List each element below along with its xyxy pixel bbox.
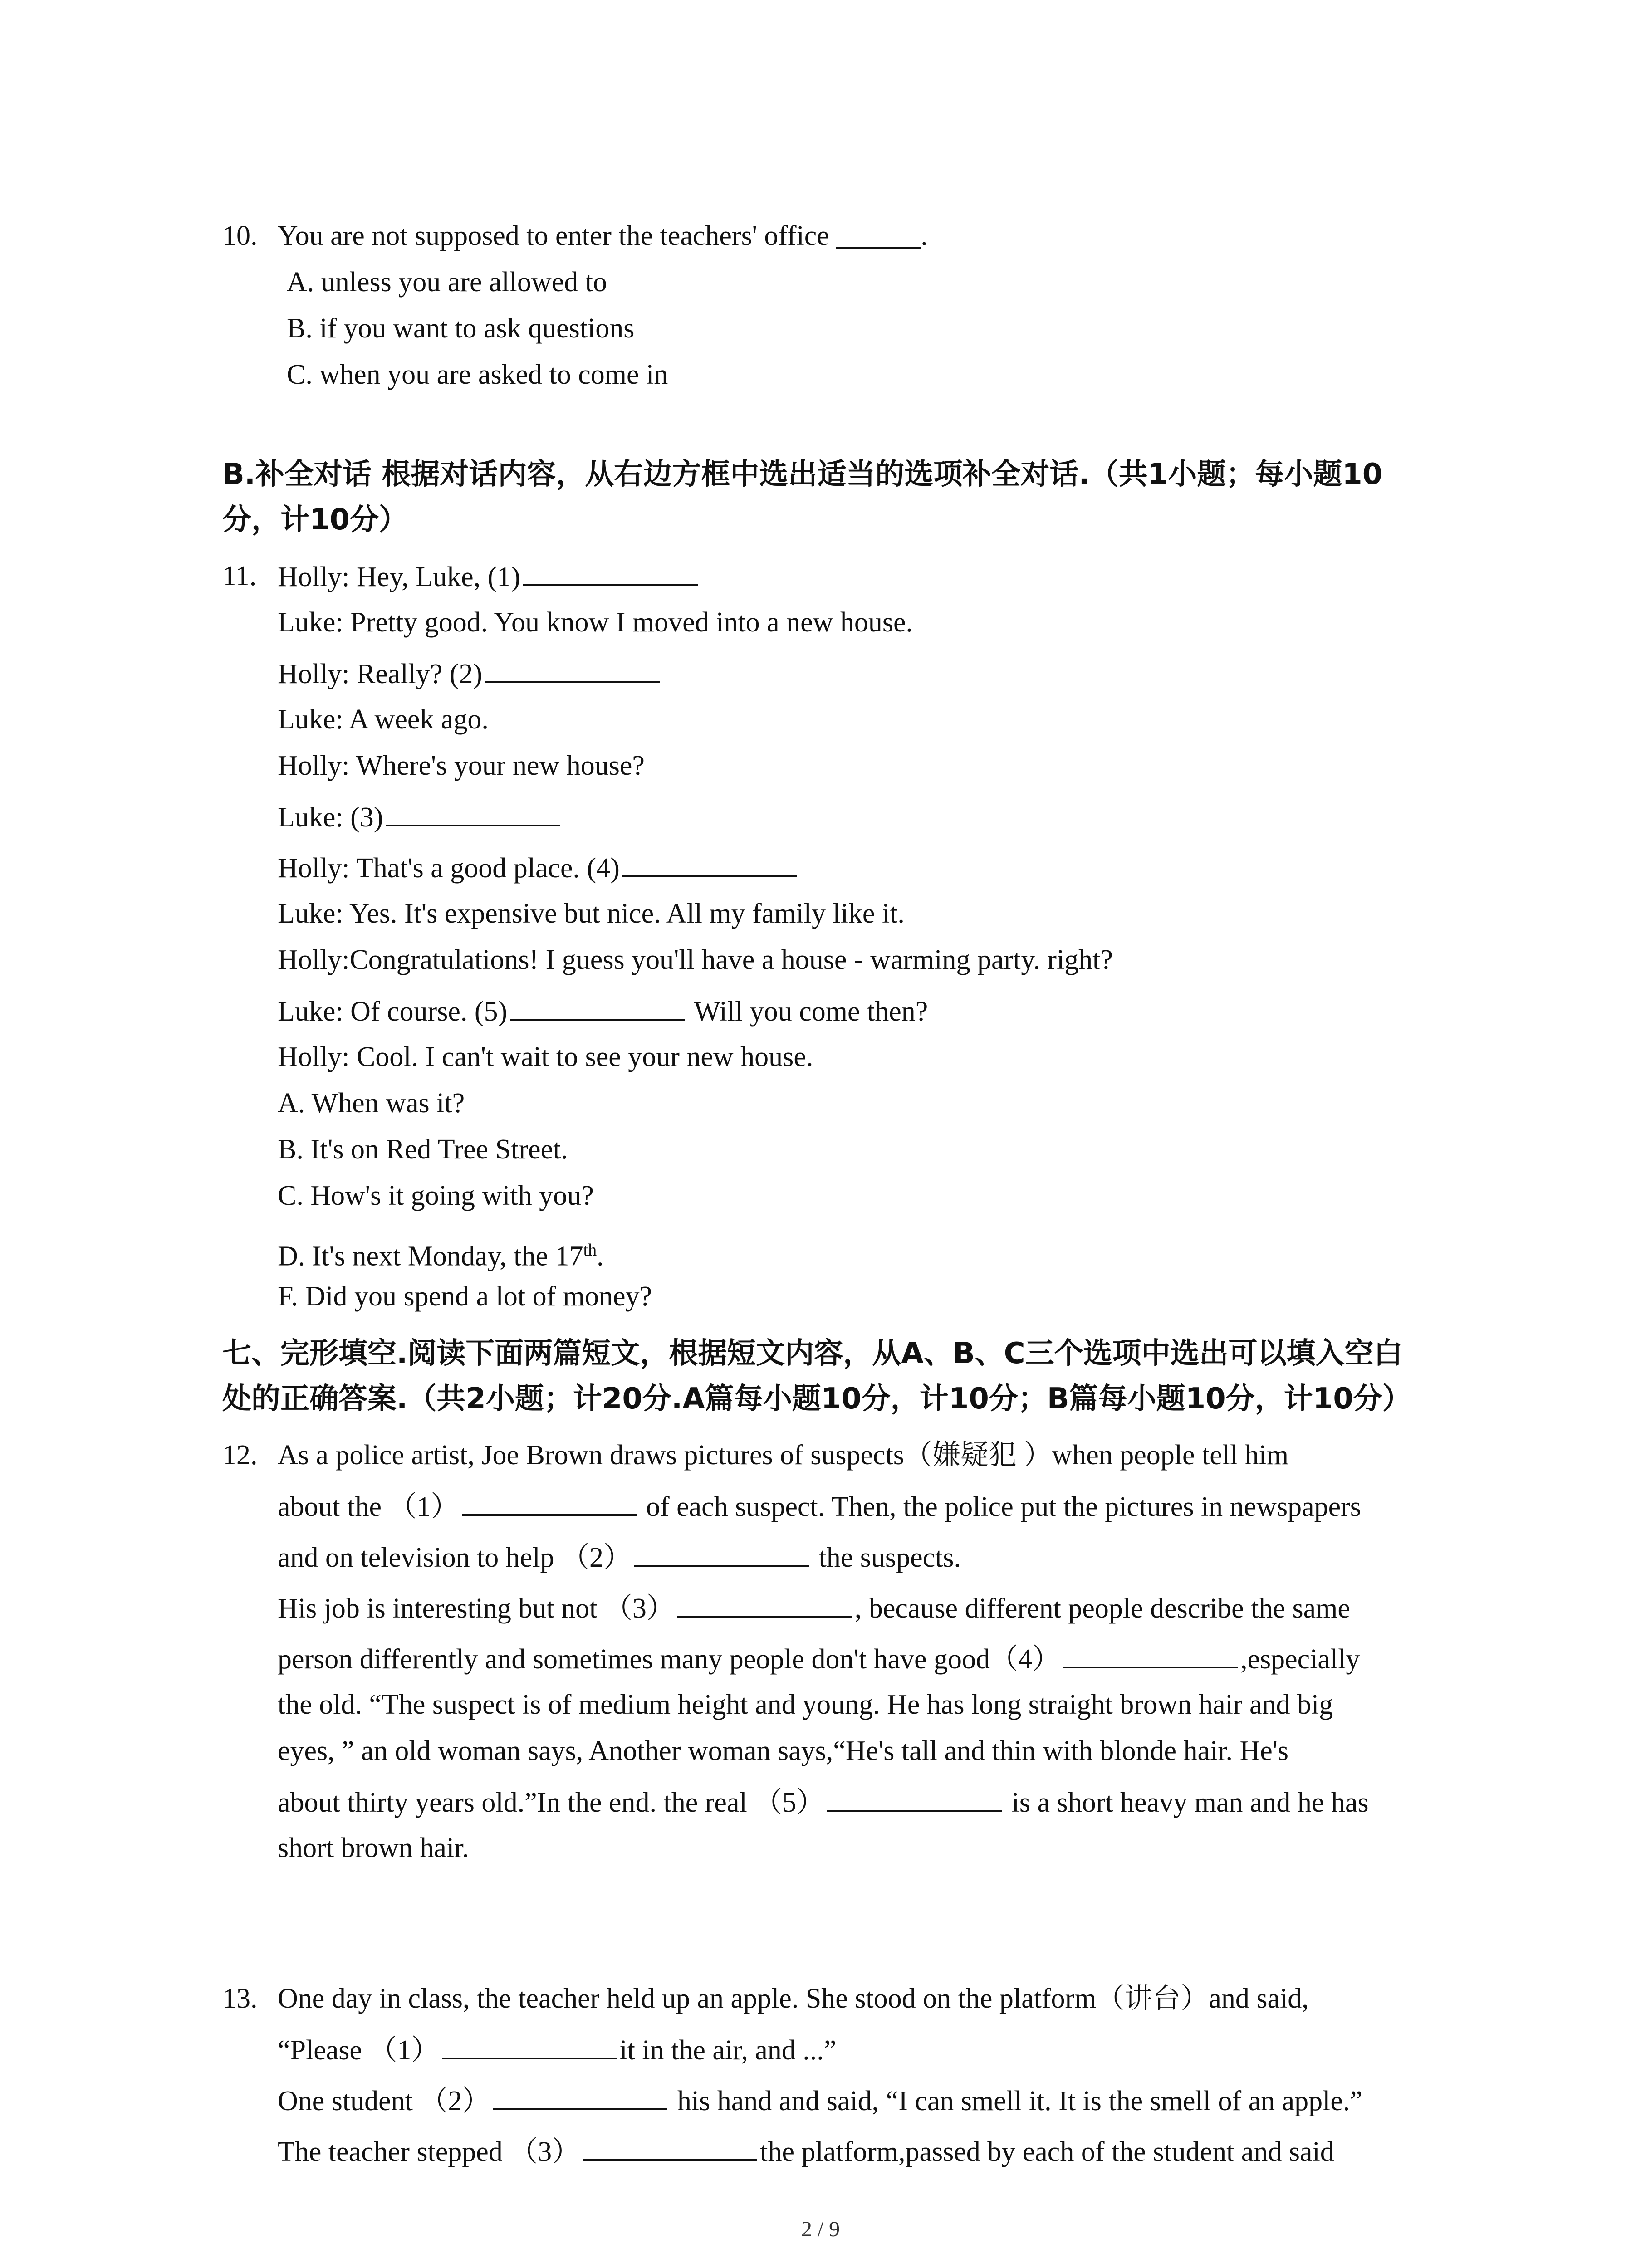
option-a: A. When was it?: [278, 1088, 465, 1119]
answer-blank: [510, 992, 685, 1021]
passage-line: His job is interesting but not （3） , because different people describe the same: [278, 1589, 1350, 1627]
dialogue-line: Holly: Cool. I can't wait to see your new house.: [278, 1041, 813, 1072]
question-number: 12.: [222, 1440, 258, 1471]
dialogue-line: Holly: Really? (2): [278, 655, 662, 692]
dialogue-line: Holly: Where's your new house?: [278, 750, 645, 781]
dialogue-line: Luke: A week ago.: [278, 704, 489, 735]
answer-blank: [622, 849, 797, 877]
answer-blank: [827, 1784, 1002, 1812]
section-heading: 分，计10分）: [222, 503, 408, 537]
question-number: 11.: [222, 561, 257, 591]
option-c: C. How's it going with you?: [278, 1180, 594, 1211]
question-number: 10.: [222, 220, 258, 251]
dialogue-line: Luke: Yes. It's expensive but nice. All my family like it.: [278, 898, 905, 929]
answer-blank: [523, 558, 698, 586]
question-number: 13.: [222, 1983, 258, 2014]
passage-line: eyes, ” an old woman says, Another woman says,“He's tall and thin with blonde hair. He's: [278, 1735, 1289, 1766]
answer-blank: [583, 2133, 757, 2161]
answer-blank: [442, 2031, 617, 2059]
passage-line: short brown hair.: [278, 1833, 469, 1863]
dialogue-line: Holly: That's a good place. (4): [278, 849, 800, 886]
passage-line: As a police artist, Joe Brown draws pictures of suspects（嫌疑犯 ）when people tell him: [278, 1440, 1289, 1471]
option-a: A. unless you are allowed to: [287, 267, 607, 298]
answer-blank: [634, 1539, 809, 1567]
passage-line: One day in class, the teacher held up an apple. She stood on the platform（讲台）and said,: [278, 1983, 1309, 2014]
passage-line: person differently and sometimes many people don't have good（4） ,especially: [278, 1640, 1360, 1677]
answer-blank: [462, 1488, 637, 1516]
answer-blank: [677, 1589, 852, 1618]
option-d: D. It's next Monday, the 17th.: [278, 1241, 604, 1272]
answer-blank: [485, 655, 660, 683]
passage-line: “Please （1） it in the air, and ...”: [278, 2031, 836, 2068]
passage-line: One student （2） his hand and said, “I can smell it. It is the smell of an apple.”: [278, 2082, 1362, 2119]
answer-blank: [493, 2082, 667, 2110]
dialogue-line: Luke: Of course. (5) Will you come then?: [278, 992, 928, 1030]
answer-blank: [1063, 1640, 1238, 1668]
answer-blank: [386, 798, 560, 826]
passage-line: and on television to help （2） the suspects.: [278, 1539, 961, 1576]
page-number: 2 / 9: [801, 2217, 840, 2241]
question-stem: You are not supposed to enter the teachers' office ______.: [278, 220, 928, 251]
option-c: C. when you are asked to come in: [287, 359, 668, 390]
dialogue-line: Luke: Pretty good. You know I moved into a new house.: [278, 607, 913, 638]
passage-line: The teacher stepped （3） the platform,passed by each of the student and said: [278, 2133, 1334, 2170]
section-heading: 处的正确答案.（共2小题；计20分.A篇每小题10分，计10分；B篇每小题10分，计10分）: [222, 1382, 1411, 1416]
dialogue-line: Holly: Hey, Luke, (1): [278, 558, 700, 595]
section-heading: 七、完形填空.阅读下面两篇短文，根据短文内容，从A、B、C三个选项中选出可以填入空白: [222, 1337, 1403, 1370]
option-f: F. Did you spend a lot of money?: [278, 1281, 652, 1312]
dialogue-line: Holly:Congratulations! I guess you'll have a house - warming party. right?: [278, 944, 1113, 975]
passage-line: about thirty years old.”In the end. the real （5） is a short heavy man and he has: [278, 1784, 1369, 1821]
option-b: B. if you want to ask questions: [287, 313, 635, 344]
passage-line: about the （1） of each suspect. Then, the police put the pictures in newspapers: [278, 1488, 1361, 1525]
section-heading: B.补全对话 根据对话内容，从右边方框中选出适当的选项补全对话.（共1小题；每小题10: [222, 458, 1383, 491]
dialogue-line: Luke: (3): [278, 798, 563, 836]
passage-line: the old. “The suspect is of medium height and young. He has long straight brown hair and big: [278, 1689, 1333, 1720]
option-b: B. It's on Red Tree Street.: [278, 1134, 568, 1165]
